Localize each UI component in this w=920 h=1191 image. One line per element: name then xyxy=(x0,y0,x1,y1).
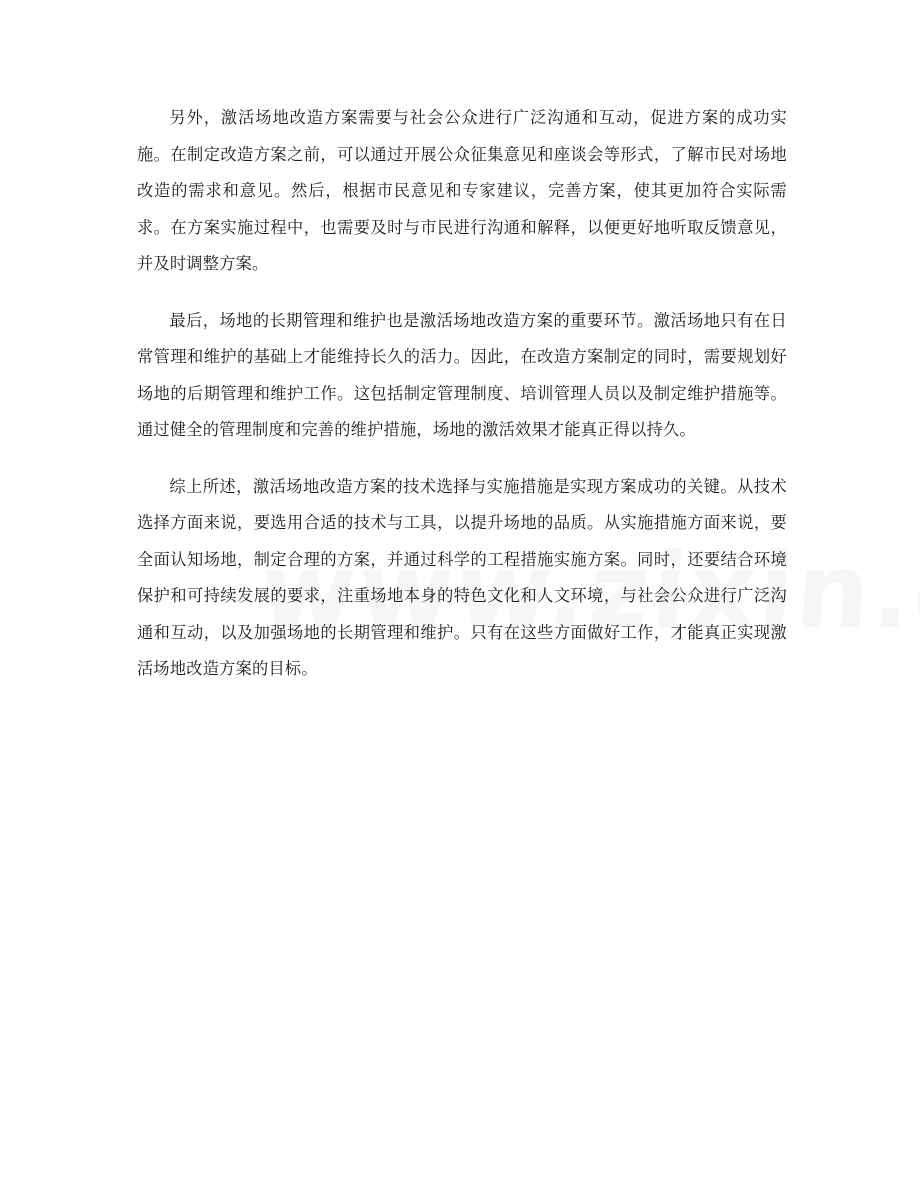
paragraph-3: 综上所述，激活场地改造方案的技术选择与实施措施是实现方案成功的关键。从技术选择方面来说，要选用合适的技术与工具，以提升场地的品质。从实施措施方面来说，要全面认知场地，制定合理的方案，并通过科学的工程措施实施方案。同时，还要结合环境保护和可持续发展的要求，注重场地本身的特色文化和人文环境，与社会公众进行广泛沟通和互动，以及加强场地的长期管理和维护。只有在这些方面做好工作，才能真正实现激活场地改造方案的目标。 xyxy=(137,476,787,678)
paragraph-2: 最后，场地的长期管理和维护也是激活场地改造方案的重要环节。激活场地只有在日常管理和维护的基础上才能维持长久的活力。因此，在改造方案制定的同时，需要规划好场地的后期管理和维护工作。这包括制定管理制度、培训管理人员以及制定维护措施等。通过健全的管理制度和完善的维护措施，场地的激活效果才能真正得以持久。 xyxy=(137,310,787,439)
document-body xyxy=(137,100,787,708)
paragraph-1: 另外，激活场地改造方案需要与社会公众进行广泛沟通和互动，促进方案的成功实施。在制定改造方案之前，可以通过开展公众征集意见和座谈会等形式，了解市民对场地改造的需求和意见。然后，根据市民意见和专家建议，完善方案，使其更加符合实际需求。在方案实施过程中，也需要及时与市民进行沟通和解释，以便更好地听取反馈意见，并及时调整方案。 xyxy=(137,108,787,273)
